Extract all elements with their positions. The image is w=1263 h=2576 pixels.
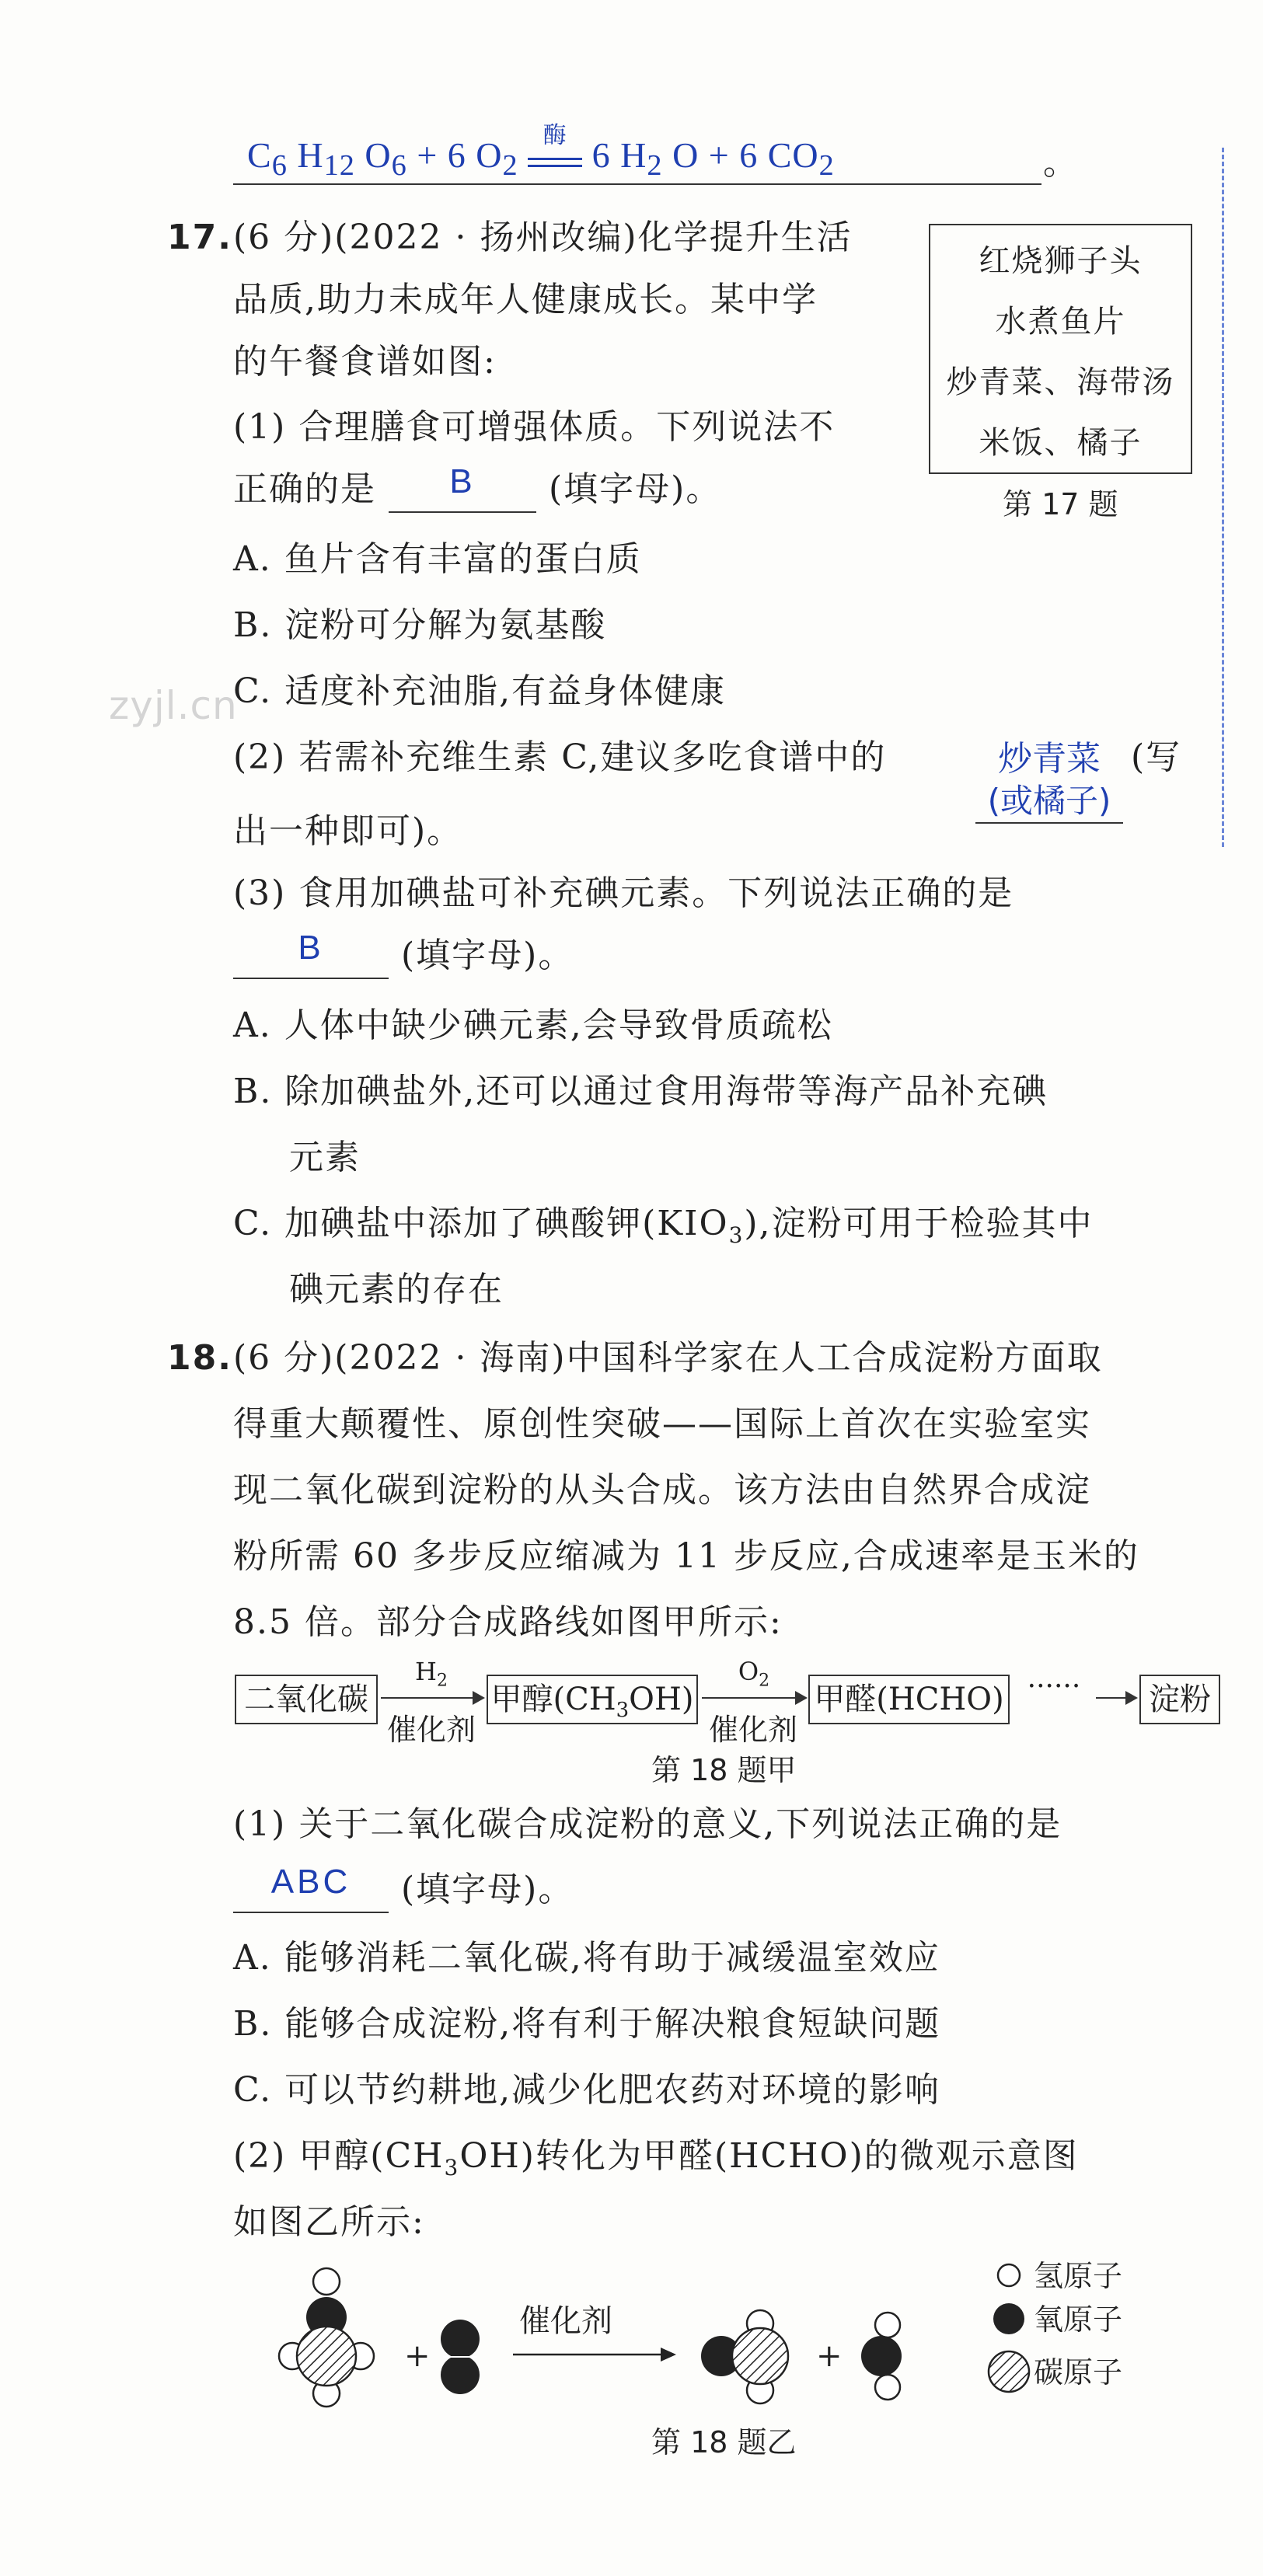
micro-catalyst-label: 催化剂 xyxy=(519,2303,612,2339)
q17-number: 17. xyxy=(167,218,232,257)
q18-p1-option-b: B. 能够合成淀粉,将有利于解决粮食短缺问题 xyxy=(233,2004,941,2044)
micro-plus-2: + xyxy=(816,2338,843,2374)
q17-p1-line1: (1) 合理膳食可增强体质。下列说法不 xyxy=(233,407,836,447)
route-box-co2: 二氧化碳 xyxy=(235,1675,378,1724)
margin-dashed-line xyxy=(1222,148,1224,847)
q17-intro-line2: 品质,助力未成年人健康成长。某中学 xyxy=(233,280,818,319)
menu-item: 米饭、橘子 xyxy=(979,425,1143,461)
q18-intro-line: 粉所需 60 多步反应缩减为 11 步反应,合成速率是玉米的 xyxy=(233,1536,1139,1576)
q17-p1-option-c: C. 适度补充油脂,有益身体健康 xyxy=(233,671,727,711)
q17-p3-blank xyxy=(233,929,389,979)
atom-legend xyxy=(989,2259,1122,2392)
equation-end: 。 xyxy=(1043,143,1079,183)
q17-p3-option-c-line1: C. 加碘盐中添加了碘酸钾$(KIO_3)$,淀粉可用于检验其中 xyxy=(233,1204,1094,1248)
hydrogen-atom xyxy=(875,2375,900,2400)
route-box-formaldehyde: 甲醛(HCHO) xyxy=(808,1675,1010,1724)
q17-p3-option-a: A. 人体中缺少碘元素,会导致骨质疏松 xyxy=(233,1006,833,1045)
q17-p1-blank xyxy=(389,462,536,513)
watermark: zyjl.cn xyxy=(109,683,238,728)
q17-p2-line2: 出一种即可)。 xyxy=(233,811,463,851)
hydrogen-atom xyxy=(313,2268,340,2295)
route-arrow2-head xyxy=(795,1691,808,1705)
q18-p2-line2: 如图乙所示: xyxy=(233,2202,425,2242)
q17-p3-option-b-line2: 元素 xyxy=(289,1138,361,1177)
menu-item: 水煮鱼片 xyxy=(995,304,1126,340)
formaldehyde-molecule xyxy=(701,2310,788,2403)
route-arrow1-top: $H_2$ xyxy=(415,1657,448,1691)
q18-intro-line: (6 分)(2022 · 海南)中国科学家在人工合成淀粉方面取 xyxy=(233,1338,1103,1378)
q17-p3-line1: (3) 食用加碘盐可补充碘元素。下列说法正确的是 xyxy=(233,873,1014,913)
route-box-starch: 淀粉 xyxy=(1139,1675,1220,1724)
oxygen-molecule xyxy=(441,2320,480,2394)
legend-oxygen-label: 氧原子 xyxy=(1034,2302,1123,2337)
q17-intro-line3: 的午餐食谱如图: xyxy=(233,342,497,382)
q18-intro-line: 8.5 倍。部分合成路线如图甲所示: xyxy=(233,1602,783,1642)
legend-hydrogen-icon xyxy=(998,2264,1020,2286)
q17-p1-line2: 正确的是 B (填字母)。 xyxy=(233,466,721,513)
route-arrow3-head xyxy=(1125,1691,1138,1705)
q18-p1-line1: (1) 关于二氧化碳合成淀粉的意义,下列说法正确的是 xyxy=(233,1804,1062,1844)
carbon-atom xyxy=(732,2328,788,2384)
legend-oxygen-icon xyxy=(993,2303,1024,2334)
route-dots: ······ xyxy=(1027,1671,1081,1703)
menu-item: 炒青菜、海带汤 xyxy=(946,364,1175,400)
q18-number: 18. xyxy=(167,1338,232,1378)
q17-menu-caption: 第 17 题 xyxy=(1003,487,1118,521)
equation-catalyst-arrow: 酶 xyxy=(528,139,582,167)
q18-p1-blank xyxy=(233,1863,389,1913)
q17-menu-box xyxy=(929,224,1192,474)
q17-p2-blank xyxy=(975,730,1123,824)
q17-p3-line2: B (填字母)。 xyxy=(233,932,574,979)
q18-intro-line: 现二氧化碳到淀粉的从头合成。该方法由自然界合成淀 xyxy=(233,1470,1091,1510)
q18-p2-line1: (2) 甲醇$(CH_3OH)$转化为甲醛(HCHO)的微观示意图 xyxy=(233,2136,1079,2180)
oxygen-atom xyxy=(861,2336,902,2376)
route-arrow1-bottom: 催化剂 xyxy=(386,1713,476,1747)
route-arrow3 xyxy=(1096,1697,1127,1699)
q17-p2-answer-line1: 炒青菜 xyxy=(998,739,1101,779)
q17-p1-option-b: B. 淀粉可分解为氨基酸 xyxy=(233,605,607,645)
water-molecule xyxy=(861,2313,902,2400)
legend-hydrogen-label: 氢原子 xyxy=(1034,2259,1123,2293)
route-arrow2-bottom: 催化剂 xyxy=(708,1713,797,1747)
route-arrow1-head xyxy=(473,1691,485,1705)
q17-p1-answer: B xyxy=(449,462,476,500)
q18-micro-caption: 第 18 题乙 xyxy=(651,2425,797,2459)
route-arrow2-top: $O_2$ xyxy=(738,1657,770,1691)
carbon-atom xyxy=(297,2327,356,2386)
legend-carbon-label: 碳原子 xyxy=(1034,2355,1123,2390)
q17-p3-option-c-line2: 碘元素的存在 xyxy=(289,1270,504,1309)
q18-route-caption: 第 18 题甲 xyxy=(651,1753,797,1787)
route-arrow1 xyxy=(381,1697,474,1699)
equation-line: $C_6$ $H_{12}$ $O_6 + 6$ $O_2$ 酶 6 $H_2$ O + 6 $CO_2$ xyxy=(247,123,835,183)
hydrogen-atom xyxy=(875,2313,900,2337)
q18-p1-option-a: A. 能够消耗二氧化碳,将有助于减缓温室效应 xyxy=(233,1938,940,1978)
legend-carbon-icon xyxy=(989,2351,1029,2392)
micro-arrow-head xyxy=(661,2348,676,2362)
q17-p2-line1-prefix: (2) 若需补充维生素 C,建议多吃食谱中的 xyxy=(233,737,887,777)
q17-p3-answer: B xyxy=(298,929,324,967)
q17-p3-option-b-line1: B. 除加碘盐外,还可以通过食用海带等海产品补充碘 xyxy=(233,1072,1048,1111)
equation-underline xyxy=(233,183,1041,185)
q18-p1-option-c: C. 可以节约耕地,减少化肥农药对环境的影响 xyxy=(233,2070,941,2110)
methanol-molecule xyxy=(279,2268,374,2407)
q17-intro-line1: (6 分)(2022 · 扬州改编)化学提升生活 xyxy=(233,218,853,257)
q17-p1-option-a: A. 鱼片含有丰富的蛋白质 xyxy=(233,539,642,579)
route-arrow2 xyxy=(702,1697,797,1699)
oxygen-atom xyxy=(441,2355,480,2394)
q18-p1-answer: ABC xyxy=(270,1863,351,1901)
menu-item: 红烧狮子头 xyxy=(979,243,1143,279)
q17-p2-suffix: (写 xyxy=(1131,737,1182,777)
q18-intro-line: 得重大颠覆性、原创性突破——国际上首次在实验室实 xyxy=(233,1404,1091,1444)
q18-p1-line2: ABC (填字母)。 xyxy=(233,1867,574,1913)
route-box-methanol: 甲醇$(CH_3OH)$ xyxy=(487,1675,698,1724)
micro-plus-1: + xyxy=(404,2338,431,2374)
oxygen-atom xyxy=(441,2320,480,2358)
q17-p2-answer-line2: (或橘子) xyxy=(987,782,1111,820)
